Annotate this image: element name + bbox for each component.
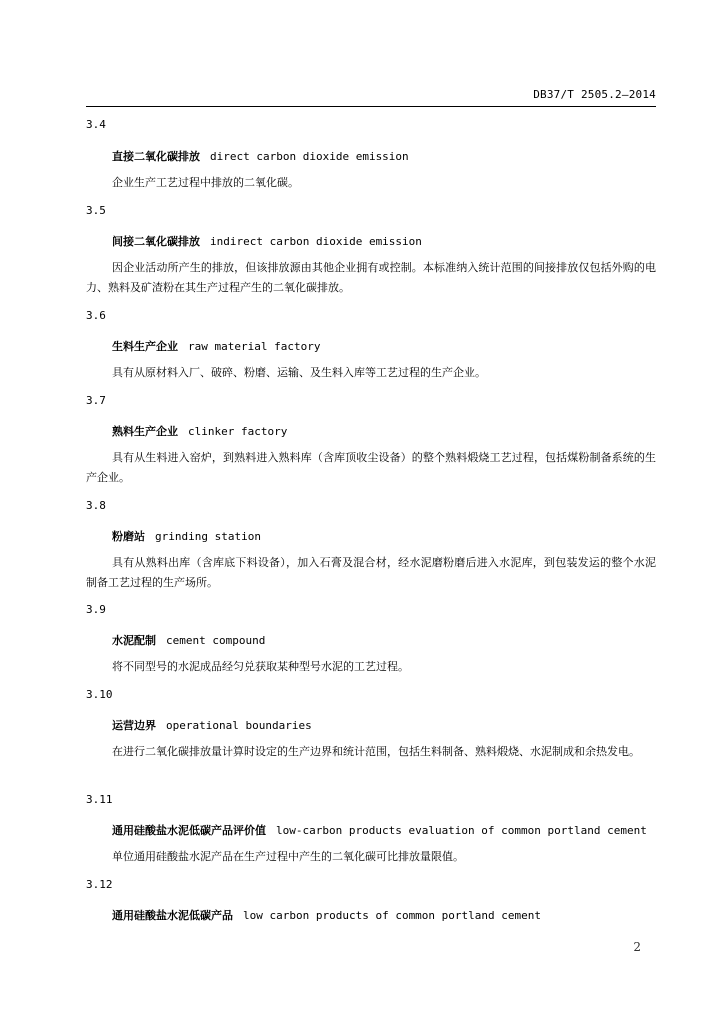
term-zh: 水泥配制 <box>112 634 156 647</box>
term-zh: 通用硅酸盐水泥低碳产品评价值 <box>112 824 266 837</box>
term-heading <box>112 423 287 439</box>
term-definition: 将不同型号的水泥成品经匀兑获取某种型号水泥的工艺过程。 <box>112 660 409 673</box>
clause-number: 3.10 <box>86 688 113 701</box>
clause-number: 3.9 <box>86 603 106 616</box>
clause-number: 3.6 <box>86 309 106 322</box>
term-zh: 生料生产企业 <box>112 340 178 353</box>
term-definition: 具有从熟料出库（含库底下料设备），加入石膏及混合材，经水泥磨粉磨后进入水泥库，到包装发运的整个水泥制备工艺过程的生产场所。 <box>86 556 656 589</box>
term-en: clinker factory <box>188 425 288 438</box>
clause-number: 3.8 <box>86 499 106 512</box>
term-heading <box>112 907 541 923</box>
term-heading <box>112 822 647 838</box>
page-number: 2 <box>633 940 641 954</box>
term-heading <box>112 233 422 249</box>
term-heading <box>112 338 320 354</box>
clause-number: 3.12 <box>86 878 113 891</box>
term-definition: 具有从生料进入窑炉，到熟料进入熟料库（含库顶收尘设备）的整个熟料煅烧工艺过程，包括煤粉制备系统的生产企业。 <box>86 451 656 484</box>
term-definition: 企业生产工艺过程中排放的二氧化碳。 <box>112 176 299 189</box>
term-zh: 熟料生产企业 <box>112 425 178 438</box>
term-definition: 具有从原材料入厂、破碎、粉磨、运输、及生料入库等工艺过程的生产企业。 <box>112 366 486 379</box>
term-zh: 间接二氧化碳排放 <box>112 235 200 248</box>
term-definition: 因企业活动所产生的排放，但该排放源由其他企业拥有或控制。本标准纳入统计范围的间接排放仅包括外购的电力、熟料及矿渣粉在其生产过程产生的二氧化碳排放。 <box>86 261 656 294</box>
standard-code: DB37/T 2505.2—2014 <box>533 88 656 101</box>
term-en: operational boundaries <box>166 719 312 732</box>
header-rule <box>86 106 656 107</box>
term-definition: 在进行二氧化碳排放量计算时设定的生产边界和统计范围，包括生料制备、熟料煅烧、水泥制成和余热发电。 <box>112 745 640 758</box>
term-zh: 运营边界 <box>112 719 156 732</box>
term-heading <box>112 528 261 544</box>
term-zh: 粉磨站 <box>112 530 145 543</box>
term-zh: 直接二氧化碳排放 <box>112 150 200 163</box>
term-zh: 通用硅酸盐水泥低碳产品 <box>112 909 233 922</box>
term-en: raw material factory <box>188 340 321 353</box>
term-en: direct carbon dioxide emission <box>210 150 409 163</box>
term-en: grinding station <box>155 530 261 543</box>
term-en: low-carbon products evaluation of common portland cement <box>276 824 647 837</box>
term-en: cement compound <box>166 634 266 647</box>
term-heading <box>112 148 409 164</box>
term-en: indirect carbon dioxide emission <box>210 235 422 248</box>
term-heading <box>112 632 265 648</box>
clause-number: 3.4 <box>86 118 106 131</box>
clause-number: 3.5 <box>86 204 106 217</box>
clause-number: 3.7 <box>86 394 106 407</box>
term-en: low carbon products of common portland cement <box>243 909 542 922</box>
clause-number: 3.11 <box>86 793 113 806</box>
term-definition: 单位通用硅酸盐水泥产品在生产过程中产生的二氧化碳可比排放量限值。 <box>112 850 464 863</box>
term-heading <box>112 717 312 733</box>
